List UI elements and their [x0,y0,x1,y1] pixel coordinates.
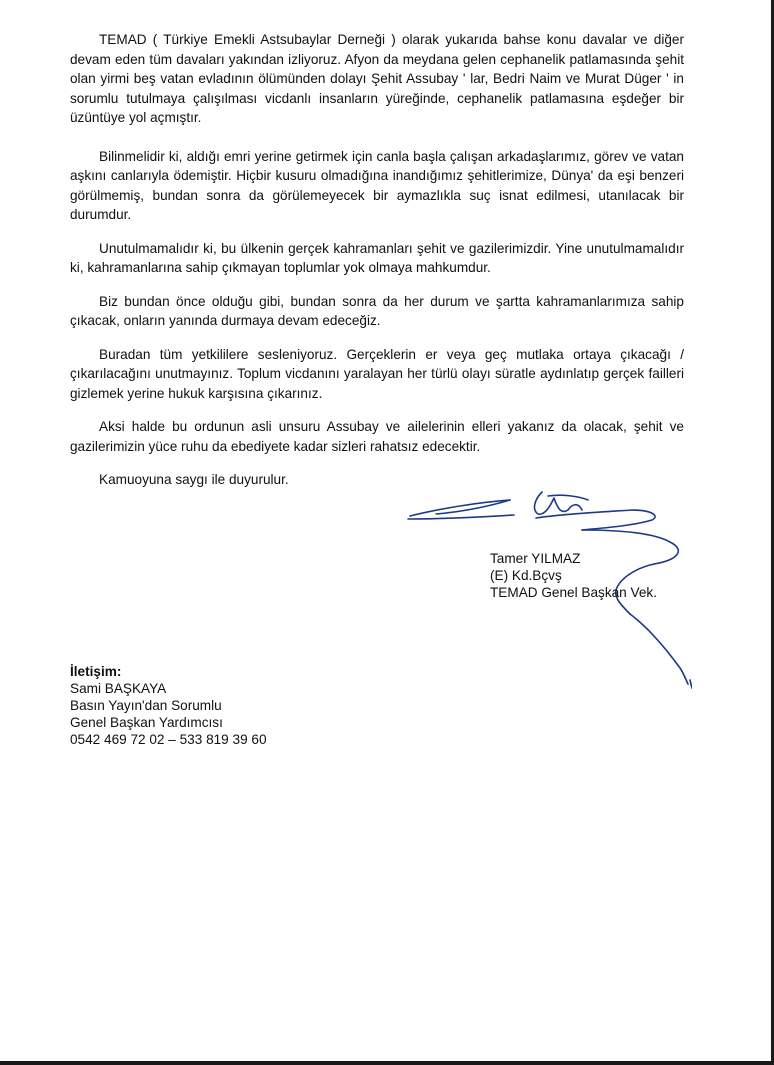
signer-block [490,550,657,601]
contact-block [70,663,267,748]
contact-name: Sami BAŞKAYA [70,681,167,696]
paragraph-3: Unutulmamalıdır ki, bu ülkenin gerçek kahramanları şehit ve gazilerimizdir. Yine unutulmamalıdır ki, kahramanlarına sahip çıkmayan toplumlar yok olmaya mahkumdur. [70,240,684,275]
paragraph-6: Aksi halde bu ordunun asli unsuru Assubay ve ailelerinin elleri yakanız da olacak, şehit ve gazilerimizin yüce ruhu da ebediyete kadar sizleri rahatsız edecektir. [70,419,684,454]
contact-phones: 0542 469 72 02 – 533 819 39 60 [70,732,267,747]
scan-edge-bottom [0,1061,774,1065]
document-body [70,30,684,490]
contact-role-line-2: Genel Başkan Yardımcısı [70,715,223,730]
paragraph-2: Bilinmelidir ki, aldığı emri yerine getirmek için canla başla çalışan arkadaşlarımız, görev ve vatan aşkını canlarıyla ödemiştir. Hiçbir kusuru olmadığına inandığımız şehitlerimize, Dünya' da eşi benzeri görülmemiş, bundan sonra da görülemeyecek bir aymazlıkla suç isnat edilmesi, utanılacak bir durumdur. [70,148,684,222]
paragraph-5: Buradan tüm yetkililere sesleniyoruz. Gerçeklerin er veya geç mutlaka ortaya çıkacağı / çıkarılacağını unutmayınız. Toplum vicdanını yaralayan her türlü olayı süratle aydınlatıp gerçek failleri gizlemek yerine hukuk karşısına çıkarınız. [70,346,684,401]
signer-rank: (E) Kd.Bçvş [490,568,562,583]
paragraph-4: Biz bundan önce olduğu gibi, bundan sonra da her durum ve şartta kahramanlarımıza sahip çıkacak, onların yanında durmaya devam edeceğiz. [70,293,684,328]
contact-role-line-1: Basın Yayın'dan Sorumlu [70,698,222,713]
contact-heading: İletişim: [70,664,122,679]
paragraph-1: TEMAD ( Türkiye Emekli Astsubaylar Derneği ) olarak yukarıda bahse konu davalar ve diğer devam eden tüm davaları yakından izliyoruz. Afyon da meydana gelen cephanelik patlamasında şehit olan yirmi beş vatan evladının ölümünden dolayı Şehit Assubay ' lar, Bedri Naim ve Murat Düger ' in sorumlu tutulmaya çalışılması vicdanlı insanların yüreğinde, cephanelik patlamasına eşdeğer bir üzüntüye yol açmıştır. [70,32,684,125]
closing-statement: Kamuoyuna saygı ile duyurulur. [99,472,289,487]
signer-name: Tamer YILMAZ [490,551,581,566]
signer-title: TEMAD Genel Başkan Vek. [490,585,657,600]
